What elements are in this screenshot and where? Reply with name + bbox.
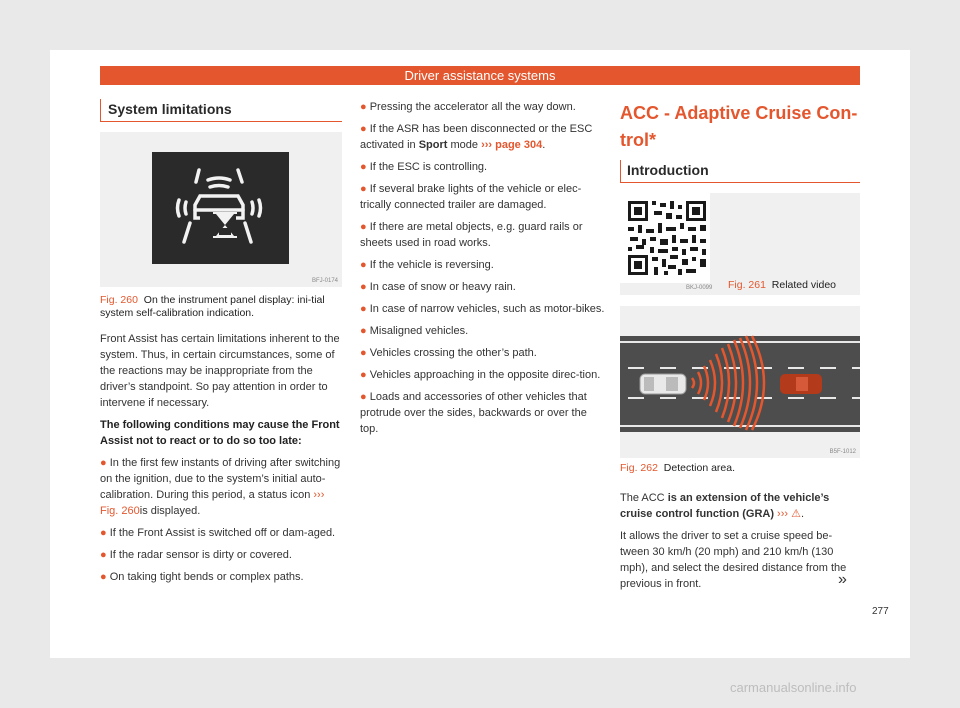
bullet-dot: ● — [360, 391, 367, 403]
bullet-item: ● If the radar sensor is dirty or covered. — [100, 549, 292, 561]
bullet-dot: ● — [360, 325, 367, 337]
bullet-item: ● If there are metal objects, e.g. guard rails or sheets used in road works. — [360, 221, 583, 249]
conditions-title: The following conditions may cause the Front Assist not to react or to do so too late: — [100, 419, 340, 447]
bullet-item: ● Vehicles crossing the other’s path. — [360, 347, 537, 359]
recalibration-display-image — [100, 132, 342, 287]
figure-262-caption — [620, 462, 860, 475]
figure-caption-text: On the instrument panel display: ini-tial system self-calibration indication. — [100, 294, 325, 319]
figure-260 — [100, 132, 342, 287]
bullet-item: ● In the first few instants of driving after switching on the ignition, due to the system’s initial auto-calibration. During this period, a status icon ››› Fig. 260is displayed. — [100, 457, 341, 517]
section-accent-bar — [620, 160, 621, 182]
figure-caption-text: Detection area. — [663, 462, 736, 474]
bullet-item: ● If the Front Assist is switched off or dam-aged. — [100, 527, 336, 539]
bullet-item: ● If several brake lights of the vehicle or elec-trically connected trailer are damaged. — [360, 183, 582, 211]
bullet-item: ● Loads and accessories of other vehicles that protrude over the sides, backwards or over the top. — [360, 391, 587, 435]
watermark: carmanualsonline.info — [730, 680, 857, 695]
figure-number: Fig. 261 — [728, 279, 766, 291]
bullet-dot: ● — [360, 303, 367, 315]
figure-link[interactable]: ››› Fig. 260 — [100, 489, 325, 517]
bullet-item: ● If the vehicle is reversing. — [360, 259, 494, 271]
intro-paragraph: Front Assist has certain limitations inherent to the system. Thus, in certain circumstances, some of the reactions may be inappropriate from the driver’s standpoint. So pay attention in order to intervene if necessary. — [100, 333, 340, 409]
right-body — [620, 490, 860, 598]
bullet-item: ● In case of snow or heavy rain. — [360, 281, 516, 293]
figure-code: BFJ-0174 — [311, 278, 338, 284]
figure-261 — [620, 193, 860, 295]
bullet-dot: ● — [360, 281, 367, 293]
figure-number: Fig. 262 — [620, 462, 658, 474]
figure-number: Fig. 260 — [100, 294, 138, 306]
bullet-item: ● If the ASR has been disconnected or the ESC activated in Sport mode ››› page 304. — [360, 123, 593, 151]
bullet-dot: ● — [100, 571, 107, 583]
bullet-item: ● Pressing the accelerator all the way down. — [360, 101, 576, 113]
bullet-dot: ● — [360, 183, 367, 195]
acc-intro-paragraph: The ACC is an extension of the vehicle’s cruise control function (GRA) ››› ⚠. — [620, 492, 830, 520]
figure-code: B5F-1012 — [829, 449, 856, 455]
bullet-item: ● Misaligned vehicles. — [360, 325, 469, 337]
chapter-header: Driver assistance systems — [100, 66, 860, 85]
continue-arrow-icon: » — [838, 571, 847, 588]
bullet-dot: ● — [100, 549, 107, 561]
bullet-dot: ● — [360, 369, 367, 381]
page-number: 277 — [872, 606, 889, 617]
bullet-dot: ● — [360, 221, 367, 233]
figure-261-caption — [728, 279, 858, 292]
bullet-dot: ● — [100, 527, 107, 539]
bullet-item: ● Vehicles approaching in the opposite direc-tion. — [360, 369, 601, 381]
warning-triangle-icon: ⚠ — [791, 508, 801, 520]
left-body — [100, 331, 345, 591]
section-title: Introduction — [627, 162, 709, 178]
detection-area-image — [620, 306, 860, 458]
bullet-dot: ● — [360, 123, 367, 135]
qr-code-icon[interactable] — [620, 193, 710, 283]
figure-262 — [620, 306, 860, 458]
bullet-dot: ● — [360, 101, 367, 113]
figure-caption-text: Related video — [771, 279, 837, 291]
bullet-item: ● On taking tight bends or complex paths. — [100, 571, 304, 583]
figure-code: BKJ-0099 — [686, 285, 713, 291]
bullet-dot: ● — [360, 259, 367, 271]
bullet-item: ● If the ESC is controlling. — [360, 161, 488, 173]
page-link[interactable]: ››› page 304 — [481, 139, 543, 151]
bullet-dot: ● — [360, 347, 367, 359]
figure-260-caption — [100, 294, 340, 320]
acc-speed-paragraph: It allows the driver to set a cruise speed be-tween 30 km/h (20 mph) and 210 km/h (130 mph), and select the desired distance from the previous in front. — [620, 530, 847, 590]
section-rule — [620, 182, 860, 183]
section-title: System limitations — [108, 101, 232, 117]
middle-body — [360, 99, 605, 443]
bullet-dot: ● — [100, 457, 107, 469]
warning-link[interactable]: ››› — [774, 508, 792, 520]
bullet-item: ● In case of narrow vehicles, such as motor-bikes. — [360, 303, 605, 315]
bullet-dot: ● — [360, 161, 367, 173]
section-accent-bar — [100, 99, 101, 121]
section-rule — [100, 121, 342, 122]
chapter-title: ACC - Adaptive Cruise Con- trol* — [620, 103, 858, 150]
